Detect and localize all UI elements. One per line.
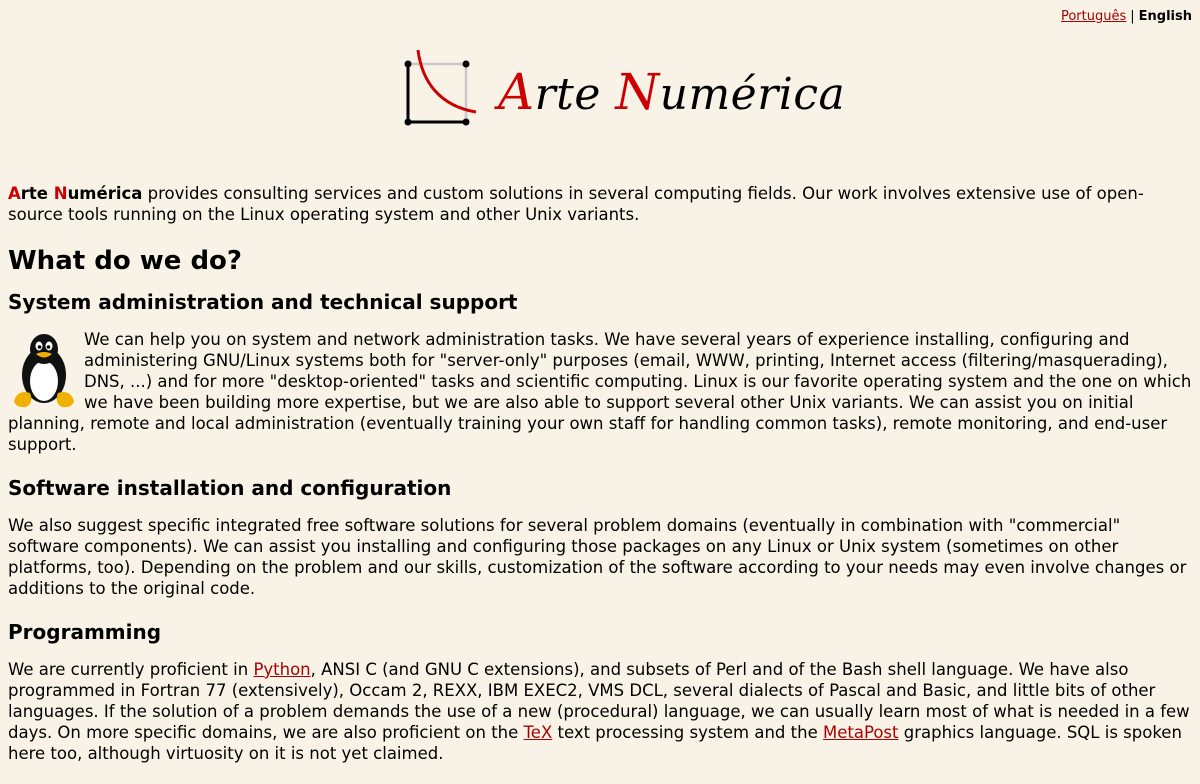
logo-wordmark	[498, 64, 845, 123]
logo-text-rte: rte	[534, 69, 616, 120]
brand-text-rte: rte	[20, 184, 54, 203]
brand-initial-n: N	[53, 184, 68, 203]
main-content	[8, 183, 1192, 784]
lang-portuguese-link[interactable]: Português	[1060, 9, 1127, 24]
language-switcher	[1061, 8, 1192, 26]
lang-separator: |	[1130, 9, 1135, 24]
logo-initial-a: A	[498, 63, 535, 121]
site-logo	[400, 46, 846, 132]
brand-text-umerica: umérica	[67, 184, 143, 203]
programming-text-3: text processing system and the	[552, 723, 823, 742]
brand-initial-a: A	[8, 184, 21, 203]
logo-initial-n: N	[615, 63, 660, 121]
section-text-software: We also suggest specific integrated free software solutions for several problem domains (eventually in combination with "commercial" software components). We can assist you installing and configuring those packages on any Linux or Unix system (sometimes on other platforms, too). Depending on the problem and our skills, customization of the software according to your needs may even involve changes or additions to the original code.	[8, 516, 1187, 598]
section-title-programming: Programming	[8, 620, 162, 644]
tex-link[interactable]: TeX	[523, 723, 553, 742]
section-title-sysadmin: System administration and technical support	[8, 290, 518, 314]
programming-text-2: , ANSI C (and GNU C extensions), and subsets of Perl and of the Bash shell language. We have also programmed in Fortran 77 (extensively), Occam 2, REXX, IBM EXEC2, VMS DCL, several dialects of Pascal and Basic, and little bits of other languages. If the solution of a problem demands the use of a new (procedural) language, we can usually learn most of what is needed in a few days. On more specific domains, we are also proficient on the	[8, 660, 1190, 742]
section-text-sysadmin	[8, 329, 1192, 455]
brand-name	[8, 184, 142, 203]
intro-text: provides consulting services and custom solutions in several computing fields. Our work involves extensive use of open-source tools running on the Linux operating system and other Unix variants.	[8, 184, 1144, 224]
logo-text-umerica: umérica	[659, 69, 846, 120]
section-text-programming	[8, 659, 1192, 764]
programming-text-4: graphics language. SQL is spoken here too, although virtuosity on it is not yet claimed.	[8, 723, 1182, 763]
lang-english-current: English	[1138, 9, 1192, 24]
programming-text-1: We are currently proficient in	[8, 660, 254, 679]
logo-graph-icon	[400, 46, 484, 132]
page-heading: What do we do?	[8, 246, 242, 276]
python-link[interactable]: Python	[253, 660, 311, 679]
section-title-software: Software installation and configuration	[8, 476, 452, 500]
sysadmin-text: We can help you on system and network administration tasks. We have several years of experience installing, configuring and administering GNU/Linux systems both for "server-only" purposes (email, WWW, printing, Internet access (filtering/masquerading), DNS, ...) and for more "desktop-oriented" tasks and scientific computing. Linux is our favorite operating system and the one on which we have been building more expertise, but we are also able to support several other Unix variants. We can assist you on initial planning, remote and local administration (eventually training your own staff for handling common tasks), remote monitoring, and end-user support.	[8, 330, 1192, 454]
metapost-link[interactable]: MetaPost	[822, 723, 899, 742]
tux-penguin-icon	[8, 329, 80, 409]
intro-paragraph	[8, 183, 1192, 225]
